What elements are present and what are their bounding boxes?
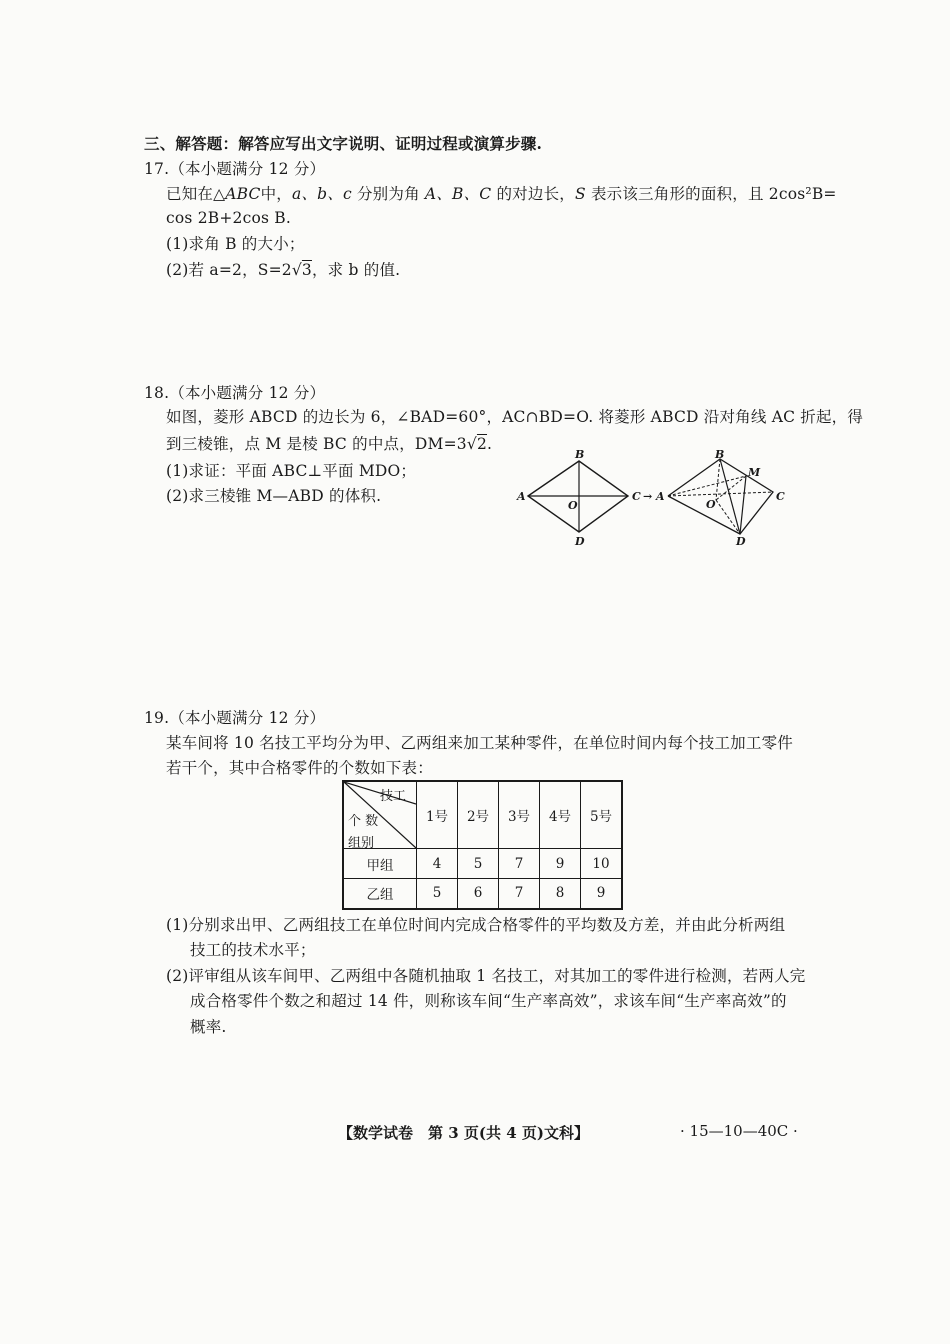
q17-stem-text: 的对边长， <box>491 185 575 203</box>
label-D2: D <box>736 535 746 548</box>
table-cell: 5 <box>417 879 458 909</box>
label-D: D <box>575 535 585 548</box>
column-header: 5号 <box>581 781 623 849</box>
q18-stem-line2 <box>166 433 492 455</box>
q17-stem-text: 已知在△ <box>166 185 226 203</box>
q17-stem-line1 <box>166 183 837 205</box>
q17-area-var: S <box>575 185 586 203</box>
label-B: B <box>575 448 585 461</box>
footer-page-info: 【数学试卷 第 3 页(共 4 页)文科】 <box>338 1124 589 1142</box>
q18-radicand: 2 <box>476 435 488 453</box>
q17-part2-text: ，求 b 的值. <box>311 261 401 279</box>
table-row <box>343 849 622 879</box>
q18-stem-line1: 如图，菱形 ABCD 的边长为 6，∠BAD=60°，AC∩BD=O. 将菱形 ABCD 沿对角线 AC 折起，得 <box>166 408 864 426</box>
folded-pyramid <box>655 448 785 548</box>
column-header: 2号 <box>458 781 499 849</box>
fold-arrow: → <box>643 490 653 503</box>
q19-part2-line3: 概率. <box>190 1018 227 1036</box>
table-cell: 7 <box>499 879 540 909</box>
label-C2: C <box>776 490 785 503</box>
corner-label-count: 个 数 <box>348 814 379 829</box>
table-cell: 6 <box>458 879 499 909</box>
table-cell: 8 <box>540 879 581 909</box>
q18-stem-text: 到三棱锥，点 M 是棱 BC 的中点，DM=3√ <box>166 435 477 453</box>
table-cell: 9 <box>581 879 623 909</box>
label-B2: B <box>715 448 725 461</box>
q17-stem-text: 中， <box>260 185 292 203</box>
q17-radicand: 3 <box>301 261 312 279</box>
q18-part1: (1)求证：平面 ABC⊥平面 MDO； <box>166 462 417 480</box>
row-header: 乙组 <box>343 879 417 909</box>
table-cell: 7 <box>499 849 540 879</box>
corner-label-worker: 技工 <box>380 789 407 804</box>
q19-part1-line1: (1)分别求出甲、乙两组技工在单位时间内完成合格零件的平均数及方差，并由此分析两组 <box>166 916 786 934</box>
table-row <box>343 879 622 909</box>
table-corner-cell <box>343 781 417 849</box>
q19-part2-line1: (2)评审组从该车间甲、乙两组中各随机抽取 1 名技工，对其加工的零件进行检测，若两人完 <box>166 967 806 985</box>
q17-part2 <box>166 259 400 281</box>
label-O2: O <box>706 498 716 511</box>
q17-stem-text: 表示该三角形的面积，且 2cos²B= <box>585 185 837 203</box>
q17-part2-text: (2)若 a=2，S=2√ <box>166 261 302 279</box>
section-title: 三、解答题：解答应写出文字说明、证明过程或演算步骤. <box>144 134 543 153</box>
q19-part2-line2: 成合格零件个数之和超过 14 件，则称该车间“生产率高效”，求该车间“生产率高效”的 <box>190 992 787 1010</box>
q19-header: 19.（本小题满分 12 分） <box>144 709 326 727</box>
table-cell: 10 <box>581 849 623 879</box>
q18-part2: (2)求三棱锥 M—ABD 的体积. <box>166 487 382 505</box>
flat-rhombus <box>516 448 641 548</box>
q17-stem-text: 分别为角 <box>351 185 425 203</box>
footer-code: · 15—10—40C · <box>680 1122 798 1140</box>
q19-stem-line2: 若干个，其中合格零件的个数如下表： <box>166 759 433 777</box>
column-header: 3号 <box>499 781 540 849</box>
label-O: O <box>568 499 578 512</box>
label-C: C <box>632 490 641 503</box>
table-cell: 4 <box>417 849 458 879</box>
q19-part1-line2: 技工的技术水平； <box>190 941 316 959</box>
parts-table <box>342 780 623 910</box>
q18-stem-text: . <box>487 435 493 453</box>
q17-header: 17.（本小题满分 12 分） <box>144 160 326 178</box>
q17-angle-vars: A、B、C <box>424 185 492 203</box>
q17-part1: (1)求角 B 的大小； <box>166 235 305 253</box>
corner-label-group: 组别 <box>348 836 375 851</box>
q17-triangle-name: ABC <box>225 185 261 203</box>
table-cell: 5 <box>458 849 499 879</box>
q19-stem-line1: 某车间将 10 名技工平均分为甲、乙两组来加工某种零件，在单位时间内每个技工加工零件 <box>166 734 793 752</box>
label-M: M <box>748 466 761 479</box>
q18-header: 18.（本小题满分 12 分） <box>144 384 326 402</box>
label-A: A <box>517 490 526 503</box>
q17-stem-line2: cos 2B+2cos B. <box>166 209 292 227</box>
table-cell: 9 <box>540 849 581 879</box>
rhombus-fold-figure <box>508 446 798 550</box>
row-header: 甲组 <box>343 849 417 879</box>
column-header: 4号 <box>540 781 581 849</box>
q17-side-vars: a、b、c <box>291 185 352 203</box>
column-header: 1号 <box>417 781 458 849</box>
label-A2: A <box>656 490 665 503</box>
table-header-row <box>343 781 622 849</box>
